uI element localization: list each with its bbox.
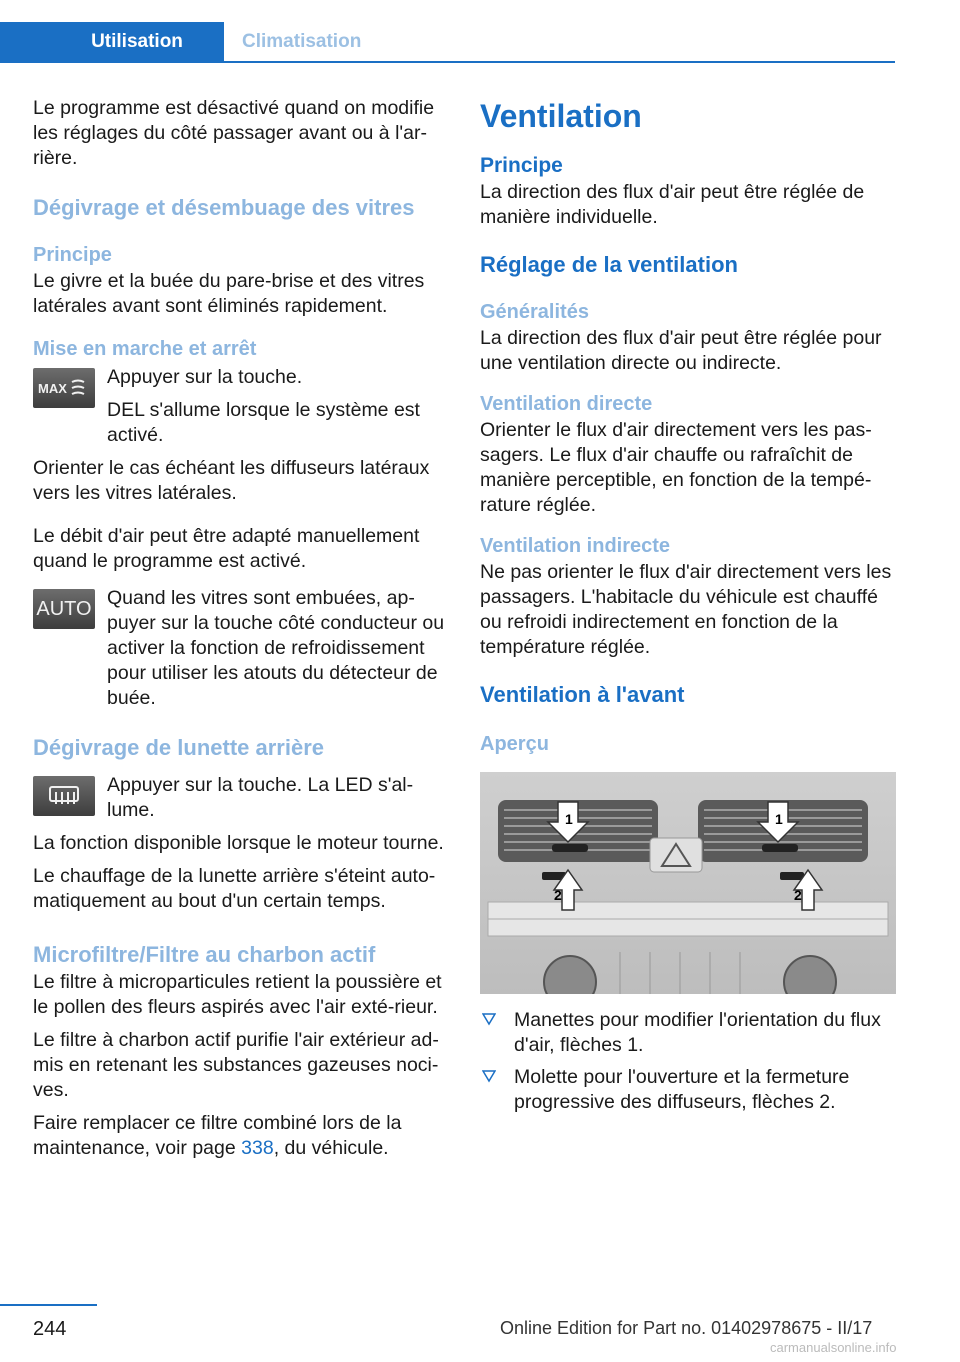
bullet-item: [480, 1065, 896, 1115]
triangle-bullet-icon: [482, 1069, 496, 1083]
arrow-label-2-right: 2: [794, 887, 802, 903]
indirecte-paragraph: Ne pas orienter le flux d'air directement vers les passagers. L'habitacle du véhicule est chauffé ou refroidi indirectement en fonction de la température réglée.: [480, 561, 892, 658]
bullet-text-1: Manettes pour modifier l'orientation du flux d'air, flèches 1.: [514, 1009, 881, 1056]
heading-microfiltre: Microfiltre/Filtre au charbon actif: [33, 942, 376, 967]
tab-utilisation-label: Utilisation: [91, 31, 183, 52]
right-column: [480, 96, 896, 1122]
arrow-label-1-left: 1: [565, 811, 573, 827]
auto-icon-label: AUTO: [36, 597, 92, 620]
directe-paragraph: Orienter le flux d'air directement vers les pas-sagers. Le flux d'air chauffe ou rafraîchit de manière perceptible, en fonction de la tempé-rature réglée.: [480, 419, 872, 516]
orienter-paragraph: Orienter le cas échéant les diffuseurs latéraux vers les vitres latérales.: [33, 457, 430, 504]
max-icon-label: MAX: [38, 381, 67, 396]
arrow-label-2-left: 2: [554, 887, 562, 903]
page-header: [0, 0, 960, 64]
del-text: DEL s'allume lorsque le système est activé.: [107, 399, 420, 446]
rear-defrost-block: [33, 773, 448, 823]
micro-paragraph-2: Le filtre à charbon actif purifie l'air extérieur ad-mis en retenant les substances gazeuses noci-ves.: [33, 1029, 439, 1101]
bullet-text-2: Molette pour l'ouverture et la fermeture progressive des diffuseurs, flèches 2.: [514, 1066, 850, 1113]
heading-principe-left: Principe: [33, 244, 112, 266]
heading-mise-en-marche: Mise en marche et arrêt: [33, 338, 257, 360]
principe-right-paragraph: La direction des flux d'air peut être réglée de manière individuelle.: [480, 181, 865, 228]
arrow-label-1-right: 1: [775, 811, 783, 827]
heading-ventilation: Ventilation: [480, 98, 642, 134]
principe-left-paragraph: Le givre et la buée du pare-brise et des vitres latérales avant sont éliminés rapidement.: [33, 270, 425, 317]
heading-generalites: Généralités: [480, 301, 589, 323]
tab-utilisation[interactable]: [0, 22, 224, 62]
heading-principe-right: Principe: [480, 154, 563, 177]
watermark: carmanualsonline.info: [770, 1340, 897, 1355]
triangle-bullet-icon: [482, 1012, 496, 1026]
heading-apercu: Aperçu: [480, 733, 549, 755]
del-paragraph: [33, 398, 448, 448]
lunette-paragraph: Appuyer sur la touche. La LED s'al-lume.: [107, 774, 414, 821]
debit-paragraph: Le débit d'air peut être adapté manuellement quand le programme est activé.: [33, 525, 420, 572]
page-link-338[interactable]: 338: [241, 1137, 274, 1159]
edition-text: Online Edition for Part no. 01402978675 - II/17: [500, 1318, 873, 1338]
generalites-paragraph: La direction des flux d'air peut être réglée pour une ventilation directe ou indirecte.: [480, 327, 882, 374]
fonction-paragraph: La fonction disponible lorsque le moteur tourne.: [33, 832, 444, 854]
dashboard-vents-illustration: [480, 772, 896, 994]
appuyer-paragraph: Appuyer sur la touche.: [107, 366, 303, 388]
micro-paragraph-3-b: , du véhicule.: [273, 1137, 389, 1159]
quand-paragraph: Quand les vitres sont embuées, ap-puyer sur la touche côté conducteur ou activer la fonction de refroidissement pour utiliser les atouts du détecteur de buée.: [107, 587, 445, 709]
front-vents-figure: [480, 772, 896, 994]
max-defrost-icon: [36, 374, 92, 402]
micro-paragraph-3-a: Faire remplacer ce filtre combiné lors de la maintenance, voir page: [33, 1112, 402, 1159]
auto-button-block: [33, 586, 448, 711]
footer-rule: [0, 1304, 97, 1306]
vent-bullets: [480, 1008, 896, 1115]
max-button-block: [33, 365, 448, 448]
heading-reglage: Réglage de la ventilation: [480, 252, 738, 277]
rear-defrost-icon: [44, 783, 84, 809]
heading-directe: Ventilation directe: [480, 393, 653, 415]
heading-avant: Ventilation à l'avant: [480, 682, 685, 707]
tab-climatisation[interactable]: [224, 22, 404, 62]
micro-paragraph-3: [33, 1111, 448, 1161]
bullet-item: [480, 1008, 896, 1058]
page-number: 244: [33, 1318, 67, 1340]
heading-lunette: Dégivrage de lunette arrière: [33, 735, 325, 760]
intro-paragraph: Le programme est désactivé quand on modifie les réglages du côté passager avant ou à l'ar-rière.: [33, 97, 435, 169]
heading-degivrage: Dégivrage et désembuage des vitres: [33, 195, 415, 220]
auto-button-image: [33, 589, 95, 629]
chauffage-paragraph: Le chauffage de la lunette arrière s'éteint auto-matiquement au bout d'un certain temps.: [33, 865, 436, 912]
max-defrost-button-image: [33, 368, 95, 408]
tab-climatisation-label: Climatisation: [242, 31, 362, 52]
left-column: [33, 96, 448, 1161]
header-rule: [0, 61, 895, 63]
micro-paragraph-1: Le filtre à microparticules retient la poussière et le pollen des fleurs aspirés avec l'air exté-rieur.: [33, 971, 442, 1018]
rear-defrost-button-image: [33, 776, 95, 816]
heading-indirecte: Ventilation indirecte: [480, 535, 671, 557]
